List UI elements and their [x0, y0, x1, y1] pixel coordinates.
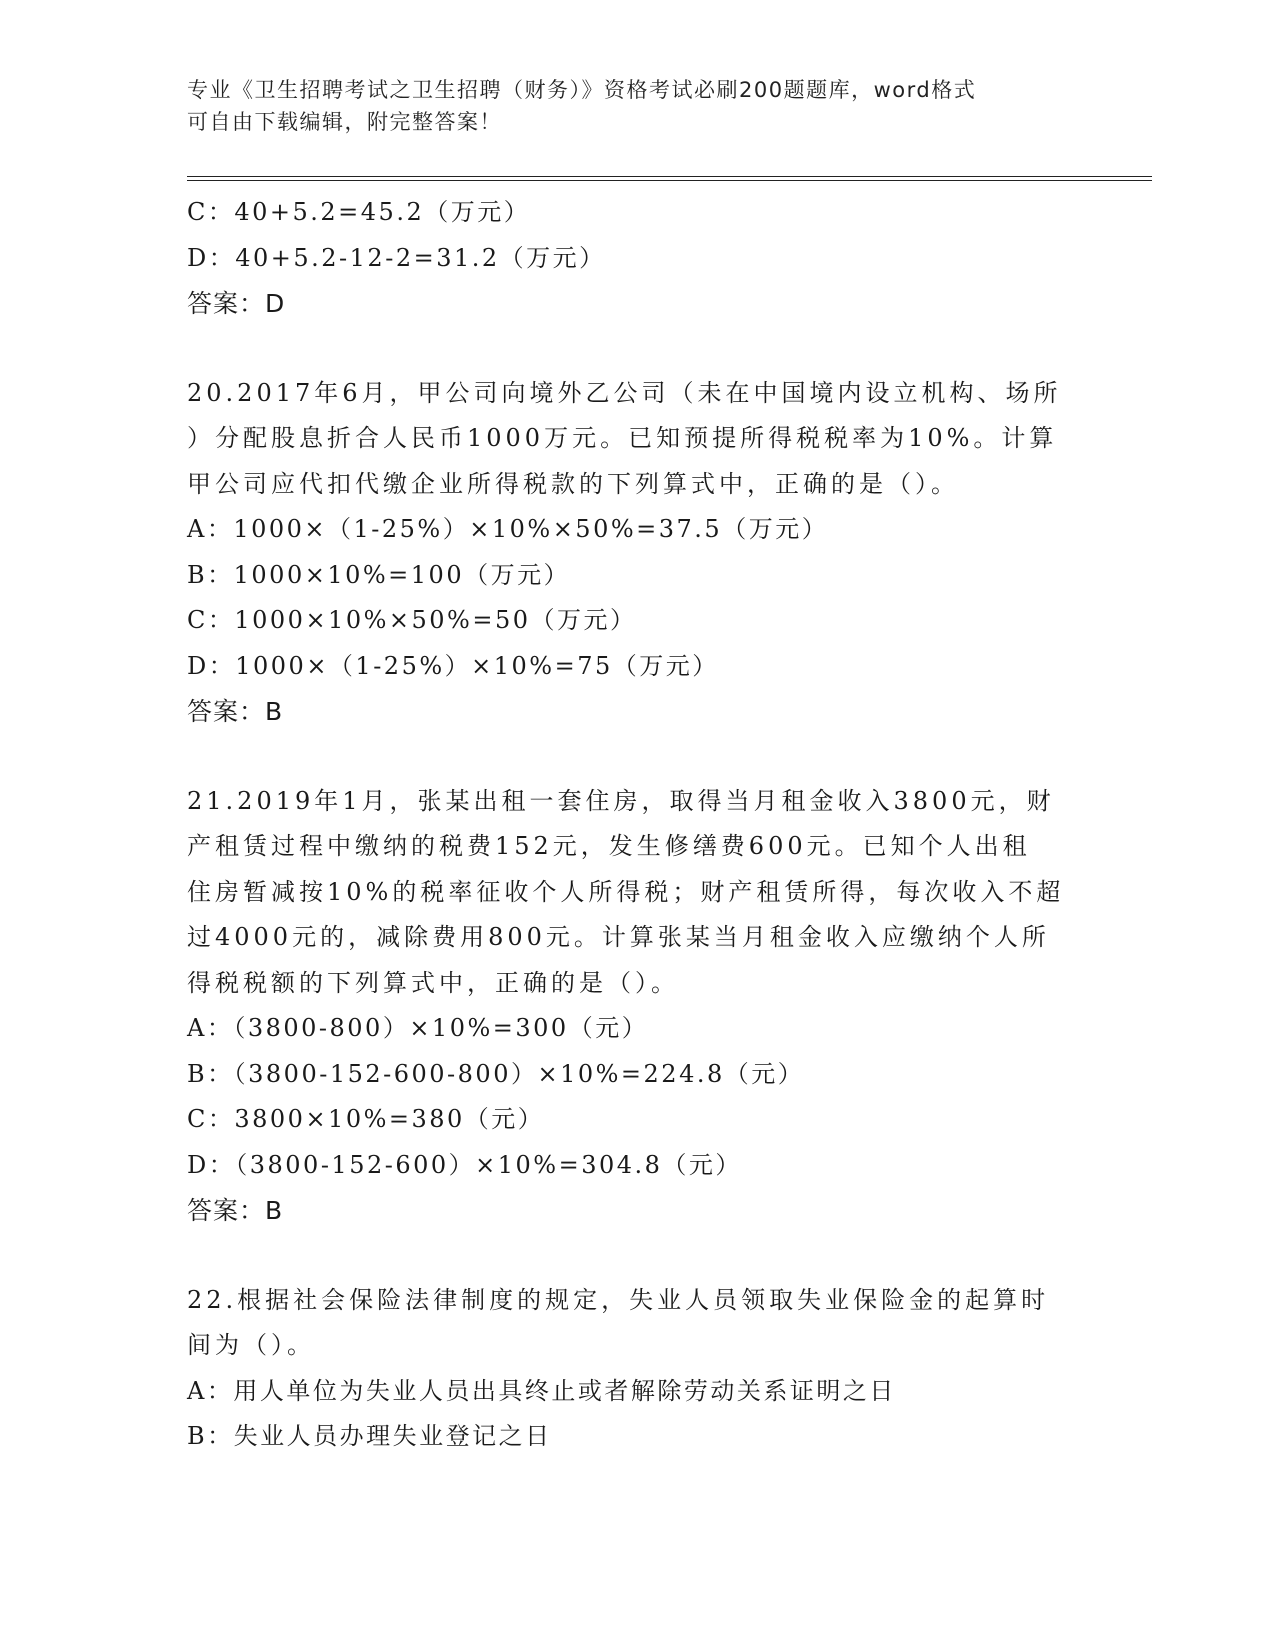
option-c: C：1000×10%×50%=50（万元）: [187, 606, 637, 634]
question-22: [187, 1278, 1087, 1460]
answer-label: 答案：B: [187, 697, 284, 726]
stem-line: 甲公司应代扣代缴企业所得税款的下列算式中，正确的是（）。: [187, 469, 959, 498]
header-line: 可自由下载编辑，附完整答案！: [187, 110, 502, 134]
stem-line: 22.根据社会保险法律制度的规定，失业人员领取失业保险金的起算时: [187, 1285, 1050, 1314]
stem-line: 住房暂减按10%的税率征收个人所得税；财产租赁所得，每次收入不超: [187, 877, 1065, 906]
option-a: A：（3800-800）×10%=300（元）: [187, 1014, 649, 1042]
question-stem: [187, 1278, 1087, 1369]
answer-label: 答案：B: [187, 1196, 284, 1225]
question-20: [187, 371, 1087, 735]
option-a: A：用人单位为失业人员出具终止或者解除劳动关系证明之日: [187, 1376, 896, 1405]
stem-line: 产租赁过程中缴纳的税费152元，发生修缮费600元。已知个人出租: [187, 832, 1031, 860]
option-a: A：1000×（1-25%）×10%×50%=37.5（万元）: [187, 515, 829, 543]
question-stem: [187, 779, 1087, 1007]
answer-label: 答案：D: [187, 289, 286, 318]
header-divider: [187, 176, 1152, 181]
option-b: B：1000×10%=100（万元）: [187, 560, 571, 589]
option-b: B：失业人员办理失业登记之日: [187, 1422, 552, 1450]
stem-line: 20.2017年6月，甲公司向境外乙公司（未在中国境内设立机构、场所: [187, 378, 1062, 407]
option-d: D：（3800-152-600）×10%=304.8（元）: [187, 1150, 742, 1179]
header-line: 专业《卫生招聘考试之卫生招聘（财务）》资格考试必刷200题题库，word格式: [187, 78, 977, 102]
option-c: C：3800×10%=380（元）: [187, 1105, 545, 1133]
option-c: C：40+5.2=45.2（万元）: [187, 198, 531, 226]
stem-line: 得税税额的下列算式中，正确的是（）。: [187, 968, 679, 997]
option-d: D：40+5.2-12-2=31.2（万元）: [187, 243, 606, 272]
stem-line: 21.2019年1月，张某出租一套住房，取得当月租金收入3800元，财: [187, 786, 1055, 815]
question-21: [187, 779, 1087, 1234]
stem-line: 间为（）。: [187, 1331, 315, 1359]
stem-line: 过4000元的，减除费用800元。计算张某当月租金收入应缴纳个人所: [187, 923, 1050, 951]
stem-line: ）分配股息折合人民币1000万元。已知预提所得税税率为10%。计算: [187, 424, 1058, 452]
option-b: B：（3800-152-600-800）×10%=224.8（元）: [187, 1059, 805, 1088]
carryover-question: [187, 190, 1087, 327]
question-stem: [187, 371, 1087, 508]
page-header: [187, 74, 1067, 138]
option-d: D：1000×（1-25%）×10%=75（万元）: [187, 651, 719, 680]
document-body: [187, 190, 1087, 1460]
